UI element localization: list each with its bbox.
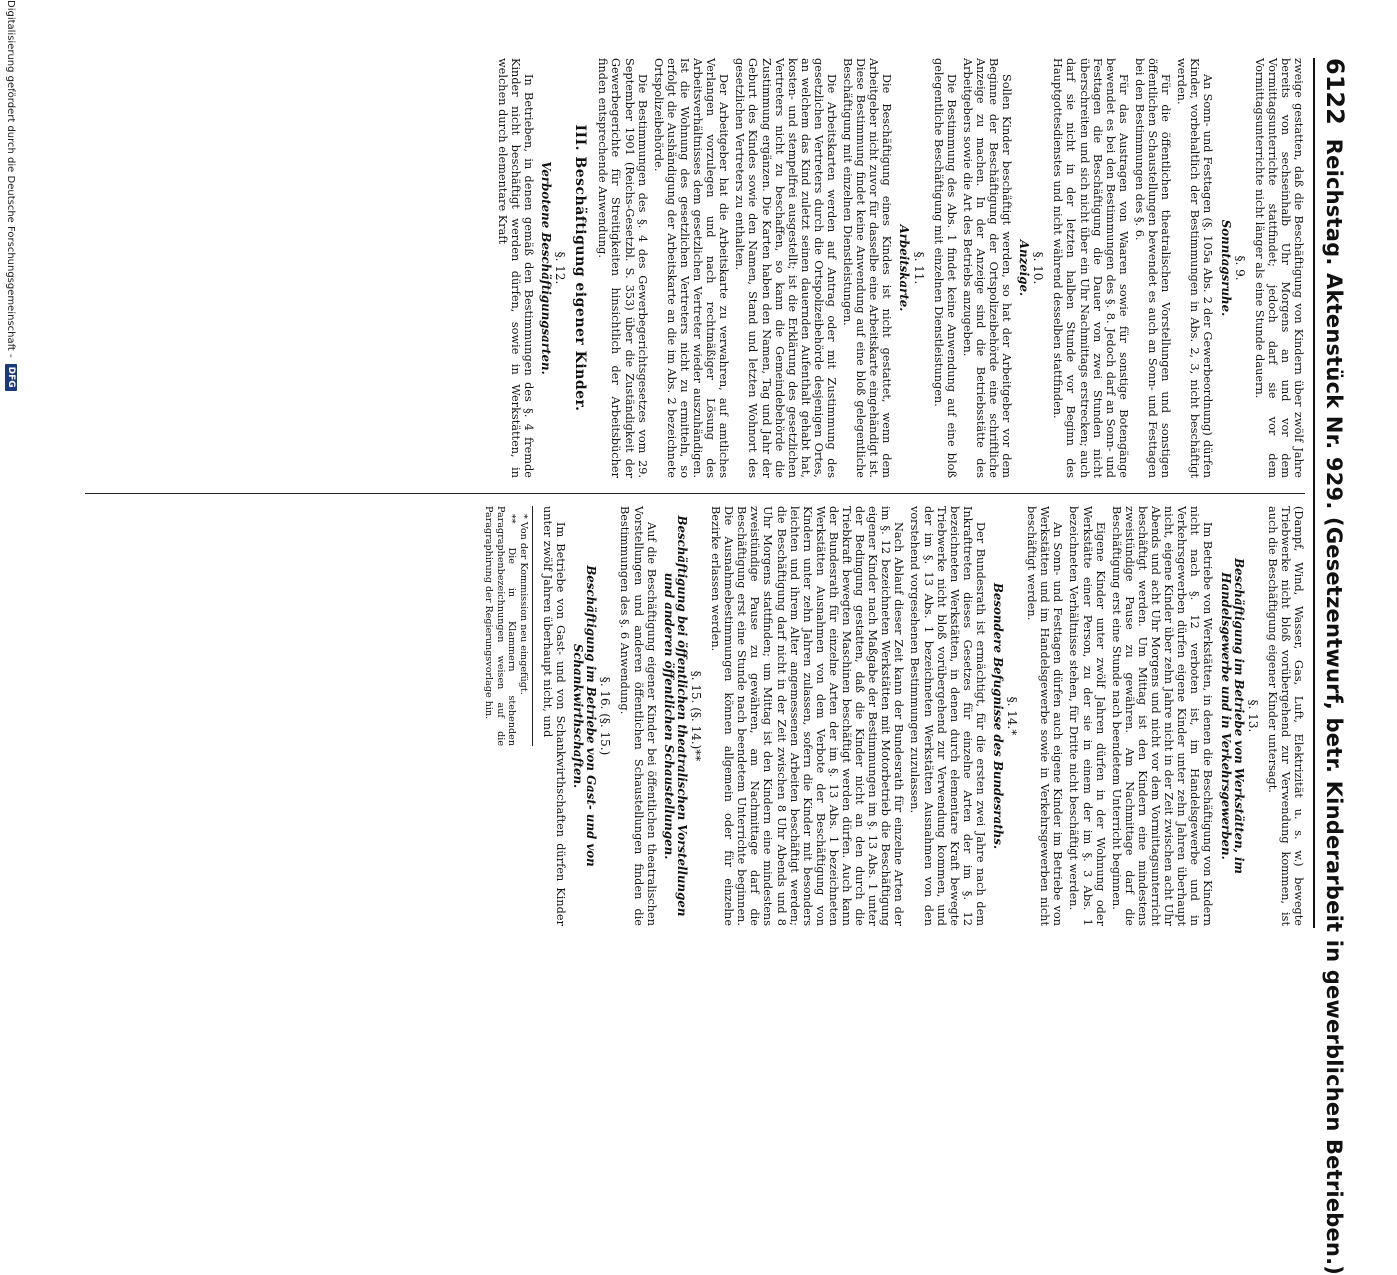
section-heading: Beschäftigung im Betriebe von Gast- und von Schankwirthschaften. [571,565,599,867]
paragraph: Im Betriebe von Gast- und von Schankwirthschaften dürfen Kinder unter zwölf Jahren überhaupt nicht, und [541,506,568,926]
section-number: §. 10. [1031,251,1046,285]
dfg-logo: DFG [5,364,17,391]
section-number: §. 11. [911,251,926,285]
paragraph: Für das Austragen von Waaren sowie für sonstige Botengänge bewendet es bei den Bestimmungen des §. 8. Jedoch darf an Sonn- und Festtagen die Beschäftigung die Dauer von zwei Stunden nicht überschreiten und sich nicht über ein Uhr Nachmittags erstrecken; auch darf sie nicht in der letzten halben Stunde vor Beginn des Hauptgottesdienstes und nicht während desselben stattfinden. [1051,58,1130,478]
section-heading: Sonntagsruhe. [1218,219,1233,317]
paragraph: Der Bundesrath ist ermächtigt, für die ersten zwei Jahre nach dem Inkrafttreten dieses Gesetzes für einzelne Arten der im §. 12 bezeichneten Werkstätten, in denen durch elementare Kraft bewegte Triebwerke nicht bloß vorübergehend zur Verwendung kommen, und der im §. 13 Abs. 1 bezeichneten Werkstätten Ausnahmen von den vorstehend vorgesehenen Bestimmungen zuzulassen. [908,506,987,926]
section-number: §. 13. [1245,699,1260,733]
section-number: §. 14.* [1005,696,1020,736]
paragraph: (Dampf, Wind, Wasser, Gas, Luft, Elektrizität u. s. w.) bewegte Triebwerke nicht bloß vorübergehend zur Verwendung kommen, ist auch die Beschäftigung eigener Kinder untersagt. [1265,506,1305,926]
paragraph: Die Bestimmungen des §. 4 des Gewerbegerichtsgesetzes vom 29. September 1901 (Reichs-Gesetzbl. S. 353) über die Zuständigkeit der Gewerbegerichte für Streitigkeiten hinsichtlich der Arbeitsbücher finden entsprechende Anwendung. [596,58,649,478]
paragraph: Auf die Beschäftigung eigener Kinder bei öffentlichen theatralischen Vorstellungen und anderen öffentlichen Schaustellungen finden die Bestimmungen des §. 6 Anwendung. [618,506,658,926]
section-heading: Arbeitskarte. [897,224,912,312]
paragraph: An Sonn- und Festtagen dürfen auch eigene Kinder im Betriebe von Werkstätten und im Handelsgewerbe sowie in Verkehrsgewerben nicht beschäftigt werden. [1025,506,1065,926]
footnotes [483,506,533,746]
section-number: §. 9. [1232,255,1247,281]
chapter-heading: III. Beschäftigung eigener Kinder. [572,124,589,412]
paragraph: Eigene Kinder unter zwölf Jahren dürfen in der Wohnung oder Werkstätte einer Person, zu der sie in einem der im §. 3 Abs. 1 bezeichneten Verhältnisse stehen, für Dritte nicht beschäftigt werden. [1067,506,1107,926]
credit-text: Digitalisierung gefördert durch die Deutsche Forschungsgemeinschaft - [5,0,17,358]
section-heading: Beschäftigung im Betriebe von Werkstätten, im Handelsgewerbe und in Verkehrsgewerben. [1218,558,1246,874]
section-number: §. 15. (§. 14.)** [688,670,703,762]
section-heading: Besondere Befugnisse des Bundesraths. [991,582,1006,850]
paragraph: In Betrieben, in denen gemäß den Bestimmungen des §. 4 fremde Kinder nicht beschäftigt werden dürfen, sowie in Werkstätten, in welchen durch elementare Kraft [495,58,536,478]
footnote: ** Die in Klammern stehenden Paragraphenbezeichnungen weisen auf die Paragraphirung der Regierungsvorlage hin. [483,506,518,746]
paragraph: Für die öffentlichen theatralischen Vorstellungen und sonstigen öffentlichen Schaustellungen bewendet es auch an Sonn- und Festtagen bei den Bestimmungen des §. 6. [1132,58,1173,478]
paragraph: Im Betriebe von Werkstätten, in denen die Beschäftigung von Kindern nicht nach §. 12 verboten ist, im Handelsgewerbe und in Verkehrsgewerben dürfen eigene Kinder unter zehn Jahren überhaupt nicht, eigene Kinder über zehn Jahre nicht in der Zeit zwischen acht Uhr Abends und acht Uhr Morgens und nicht vor dem Vormittagsunterricht beschäftigt werden. Um Mittag ist den Kindern eine mindestens zweistündige Pause zu gewähren. Am Nachmittage darf die Beschäftigung erst eine Stunde nach beendetem Unterricht beginnen. [1109,506,1215,926]
right-column [483,506,1305,926]
paragraph: zweige gestatten, daß die Beschäftigung von Kindern über zwölf Jahre bereits von sechseinhalb Uhr Morgens an und vor dem Vormittagsunterrichte stattfindet; jedoch darf sie vor dem Vormittagsunterrichte nicht länger als eine Stunde dauern. [1252,58,1305,478]
page-number: 6122 [1321,58,1349,125]
section-number: §. 16. (§. 15.) [598,676,613,756]
column-separator [85,493,1305,494]
page-header [1321,58,1349,1275]
paragraph: Nach Ablauf dieser Zeit kann der Bundesrath für einzelne Arten der im §. 12 bezeichneten Werkstätten mit Motorbetrieb die Beschäftigung eigener Kinder nach Maßgabe der Bestimmungen im §. 13 Abs. 1 unter der Bedingung gestatten, daß die Kinder nicht an den durch die Triebkraft bewegten Maschinen beschäftigt werden dürfen. Auch kann der Bundesrath für einzelne Arten der im §. 13 Abs. 1 bezeichneten Werkstätten Ausnahmen von dem Verbote der Beschäftigung von Kindern unter zehn Jahren zulassen, sofern die Kinder mit besonders leichten und ihrem Alter angemessenen Arbeiten beschäftigt werden; die Beschäftigung darf nicht in der Zeit zwischen 8 Uhr Abends und 8 Uhr Morgens stattfinden; um Mittag ist den Kindern eine mindestens zweistündige Pause zu gewähren, am Nachmittage darf die Beschäftigung erst eine Stunde nach beendetem Unterrichte beginnen. Die Ausnahmebestimmungen können allgemein oder für einzelne Bezirke erlassen werden. [709,506,906,926]
paragraph: Sollen Kinder beschäftigt werden, so hat der Arbeitgeber vor dem Beginne der Beschäftigung der Ortspolizeibehörde eine schriftliche Anzeige zu machen. In der Anzeige sind die Betriebsstätte des Arbeitgebers sowie die Art des Betriebs anzugeben. [960,58,1014,478]
paragraph: An Sonn- und Festtagen (§. 105a Abs. 2 der Gewerbeordnung) dürfen Kinder, vorbehaltlich der Bestimmungen in Abs. 2, 3, nicht beschäftigt werden. [1175,58,1215,478]
paragraph: Die Beschäftigung eines Kindes ist nicht gestattet, wenn dem Arbeitgeber nicht zuvor für dasselbe eine Arbeitskarte eingehändigt ist. Diese Bestimmung findet keine Anwendung auf eine bloß gelegentliche Beschäftigung mit einzelnen Dienstleistungen. [841,58,894,478]
paragraph: Die Arbeitskarten werden auf Antrag oder mit Zustimmung des gesetzlichen Vertreters durch die Ortspolizeibehörde desjenigen Ortes, an welchem das Kind zuletzt seinen dauernden Aufenthalt gehabt hat, kosten- und stempelfrei ausgestellt; ist die Erklärung des gesetzlichen Vertreters nicht zu beschaffen, so kann die Gemeindebehörde die Zustimmung ergänzen. Die Karten haben den Namen, Tag und Jahr der Geburt des Kindes sowie den Namen, Stand und letzten Wohnort des gesetzlichen Vertreters zu enthalten. [733,58,838,478]
section-heading: Beschäftigung bei öffentlichen theatralischen Vorstellungen und anderen öffentlichen Schaustellungen. [661,515,689,917]
section-heading: Anzeige. [1017,239,1032,297]
section-heading: Verbotene Beschäftigungsarten. [539,161,554,375]
left-column [493,58,1305,478]
footnote: * Von der Kommission neu eingefügt. [517,514,529,695]
paragraph: Der Arbeitgeber hat die Arbeitskarte zu verwahren, auf amtliches Verlangen vorzulegen und nach rechtmäßiger Lösung des Arbeitsverhältnisses dem gesetzlichen Vertreter wieder auszuhändigen. Ist die Wohnung des gesetzlichen Vertreters nicht zu ermitteln, so erfolgt die Aushändigung der Arbeitskarte an die im Abs. 2 bezeichnete Ortspolizeibehörde. [651,58,731,478]
paragraph: Die Bestimmung des Abs. 1 findet keine Anwendung auf eine bloß gelegentliche Beschäftigung mit einzelnen Dienstleistungen. [931,58,958,478]
digitization-credit [0,0,22,1000]
running-title: Reichstag. Aktenstück Nr. 929. (Gesetzentwurf, betr. Kinderarbeit in gewerblichen Betrieben.) [1322,138,1346,1275]
header-rule [1313,58,1315,928]
section-number: §. 12. [553,251,568,285]
